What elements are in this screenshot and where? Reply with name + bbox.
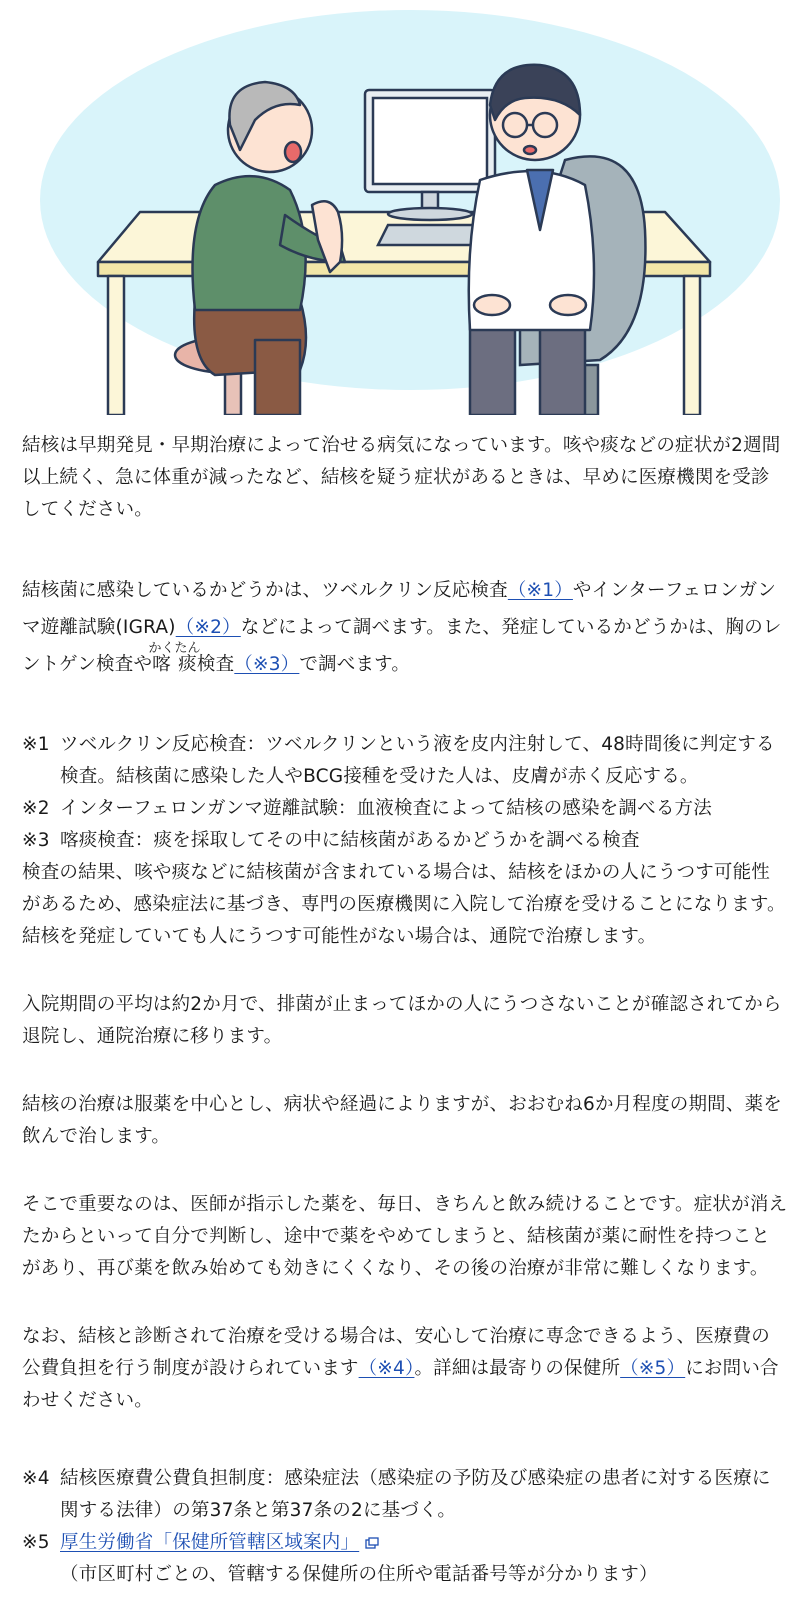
consultation-illustration [0, 0, 798, 415]
p2-text-a: 結核菌に感染しているかどうかは、ツベルクリン反応検査 [22, 580, 508, 601]
article-body [22, 430, 788, 1591]
ref-link-5[interactable]: （※5） [620, 1358, 686, 1379]
p2-text-e: で調べます。 [299, 654, 411, 675]
note-text [60, 1527, 788, 1559]
notes-list-1 [22, 729, 788, 857]
note-text: ツベルクリン反応検査：ツベルクリンという液を皮内注射して、48時間後に判定する検査。結核菌に感染した人やBCG接種を受けた人は、皮膚が赤く反応する。 [60, 734, 775, 787]
note-item [22, 825, 788, 857]
ref-link-2[interactable]: （※2） [175, 617, 241, 638]
p7-text-a: なお、結核と診断されて治療を受ける場合は、安心して治療に専念できるよう、医療費の公費負担を行う制度が設けられています [22, 1326, 771, 1379]
ref-link-4[interactable]: （※4） [358, 1358, 415, 1379]
ruby-base: 喀痰 [148, 654, 201, 675]
note-mark: ※2 [22, 798, 50, 819]
note-mark: ※1 [22, 734, 50, 755]
note-mark: ※3 [22, 830, 50, 851]
notes-list-2 [22, 1463, 788, 1591]
note-5-sub: （市区町村ごとの、管轄する保健所の住所や電話番号等が分かります） [60, 1564, 658, 1585]
paragraph-7 [22, 1321, 788, 1417]
background-ellipse [40, 10, 780, 390]
note-mark: ※4 [22, 1468, 50, 1489]
paragraph-5: 結核の治療は服薬を中心とし、病状や経過によりますが、おおむね6か月程度の期間、薬を飲んで治します。 [22, 1094, 782, 1147]
p7-text-c: にお問い合わせください。 [22, 1358, 779, 1411]
p7-text-b: 。詳細は最寄りの保健所 [414, 1358, 621, 1379]
note-item [22, 729, 788, 793]
ref-link-1[interactable]: （※1） [507, 580, 573, 601]
note-item [22, 1527, 788, 1559]
paragraph-6: そこで重要なのは、医師が指示した薬を、毎日、きちんと飲み続けることです。症状が消えたからといって自分で判断し、途中で薬をやめてしまうと、結核菌が薬に耐性を持つことがあり、再び薬を飲み始めても効きにくくなり、その後の治療が非常に難しくなります。 [22, 1194, 788, 1279]
paragraph-4: 入院期間の平均は約2か月で、排菌が止まってほかの人にうつさないことが確認されてから退院し、通院治療に移ります。 [22, 994, 782, 1047]
note-mark: ※5 [22, 1532, 50, 1553]
paragraph-3: 検査の結果、咳や痰などに結核菌が含まれている場合は、結核をほかの人にうつす可能性があるため、感染症法に基づき、専門の医療機関に入院して治療を受けることになります。結核を発症していても人にうつす可能性がない場合は、通院で治療します。 [22, 862, 786, 947]
note-text: インターフェロンガンマ遊離試験：血液検査によって結核の感染を調べる方法 [60, 798, 712, 819]
paragraph-2 [22, 572, 788, 683]
p2-text-d: 検査 [196, 654, 235, 675]
note-item [22, 1463, 788, 1527]
p2-text-b: やインターフェロンガンマ遊離試験(IGRA) [22, 580, 777, 638]
ruby-reading: かくたん [148, 641, 201, 656]
note-text: 喀痰検査：痰を採取してその中に結核菌があるかどうかを調べる検査 [60, 830, 640, 851]
ruby-kakutan [148, 641, 201, 675]
external-link-icon [365, 1537, 379, 1549]
mhlw-hokenjo-link[interactable]: 厚生労働省「保健所管轄区域案内」 [60, 1532, 360, 1553]
p2-text-c: などによって調べます。また、発症しているかどうかは、胸のレントゲン検査や [22, 617, 782, 675]
ref-link-3[interactable]: （※3） [234, 654, 300, 675]
paragraph-1: 結核は早期発見・早期治療によって治せる病気になっています。咳や痰などの症状が2週間以上続く、急に体重が減ったなど、結核を疑う症状があるときは、早めに医療機関を受診してください。 [22, 435, 781, 520]
note-text: 結核医療費公費負担制度：感染症法（感染症の予防及び感染症の患者に対する医療に関する法律）の第37条と第37条の2に基づく。 [60, 1468, 771, 1521]
note-item [22, 793, 788, 825]
